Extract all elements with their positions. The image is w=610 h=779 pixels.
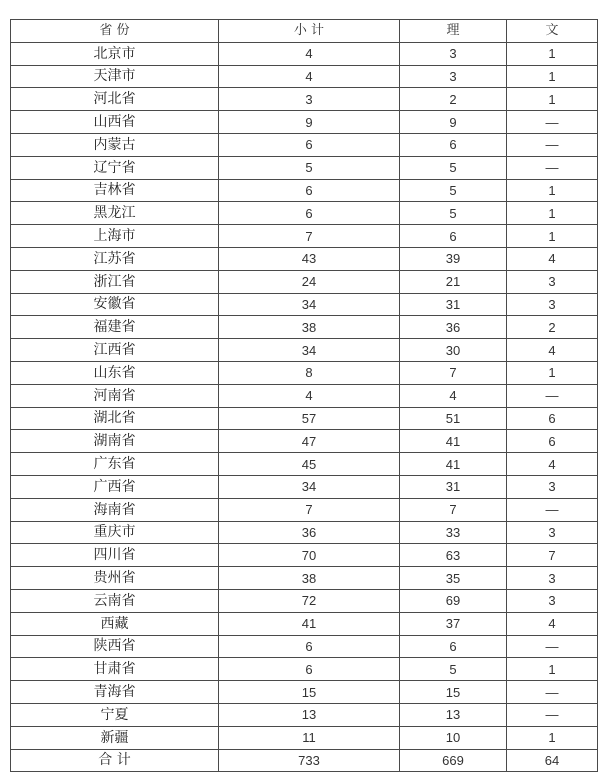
subtotal-cell: 34 <box>219 293 400 316</box>
subtotal-cell: 15 <box>219 681 400 704</box>
province-cell: 海南省 <box>11 498 219 521</box>
header-subtotal: 小 计 <box>219 20 400 43</box>
arts-cell: 6 <box>507 407 598 430</box>
province-cell: 内蒙古 <box>11 133 219 156</box>
subtotal-cell: 34 <box>219 475 400 498</box>
arts-cell: 1 <box>507 88 598 111</box>
science-cell: 3 <box>400 42 507 65</box>
header-row <box>11 20 598 43</box>
arts-cell: 1 <box>507 65 598 88</box>
table-row <box>11 407 598 430</box>
science-cell: 13 <box>400 703 507 726</box>
table-row <box>11 498 598 521</box>
table-row <box>11 247 598 270</box>
province-cell: 湖北省 <box>11 407 219 430</box>
table-row <box>11 111 598 134</box>
table-row <box>11 88 598 111</box>
subtotal-cell: 6 <box>219 635 400 658</box>
province-cell: 宁夏 <box>11 703 219 726</box>
science-cell: 69 <box>400 589 507 612</box>
arts-cell: 6 <box>507 430 598 453</box>
science-cell: 36 <box>400 316 507 339</box>
science-cell: 6 <box>400 225 507 248</box>
table-row <box>11 316 598 339</box>
subtotal-cell: 57 <box>219 407 400 430</box>
science-cell: 41 <box>400 430 507 453</box>
province-cell: 天津市 <box>11 65 219 88</box>
subtotal-cell: 13 <box>219 703 400 726</box>
science-cell: 41 <box>400 453 507 476</box>
subtotal-cell: 45 <box>219 453 400 476</box>
science-cell: 63 <box>400 544 507 567</box>
table-row <box>11 726 598 749</box>
science-cell: 35 <box>400 567 507 590</box>
arts-cell: 3 <box>507 293 598 316</box>
subtotal-cell: 38 <box>219 316 400 339</box>
science-cell: 31 <box>400 475 507 498</box>
province-cell: 甘肃省 <box>11 658 219 681</box>
subtotal-cell: 3 <box>219 88 400 111</box>
province-cell: 上海市 <box>11 225 219 248</box>
province-cell: 北京市 <box>11 42 219 65</box>
table-row <box>11 202 598 225</box>
table-row <box>11 567 598 590</box>
subtotal-cell: 4 <box>219 65 400 88</box>
province-enrollment-table <box>10 19 598 772</box>
province-cell: 吉林省 <box>11 179 219 202</box>
arts-cell: 1 <box>507 658 598 681</box>
science-cell: 6 <box>400 133 507 156</box>
province-cell: 河北省 <box>11 88 219 111</box>
province-cell: 江西省 <box>11 339 219 362</box>
science-cell: 10 <box>400 726 507 749</box>
arts-cell: 4 <box>507 247 598 270</box>
science-cell: 7 <box>400 361 507 384</box>
table-row <box>11 521 598 544</box>
table-row <box>11 42 598 65</box>
arts-cell: 2 <box>507 316 598 339</box>
subtotal-cell: 34 <box>219 339 400 362</box>
table-row <box>11 156 598 179</box>
province-cell: 山西省 <box>11 111 219 134</box>
arts-cell: 4 <box>507 453 598 476</box>
province-cell: 广东省 <box>11 453 219 476</box>
table-row <box>11 430 598 453</box>
subtotal-cell: 38 <box>219 567 400 590</box>
table-row <box>11 703 598 726</box>
table-row <box>11 658 598 681</box>
science-cell: 5 <box>400 179 507 202</box>
subtotal-cell: 8 <box>219 361 400 384</box>
province-cell: 重庆市 <box>11 521 219 544</box>
science-cell: 39 <box>400 247 507 270</box>
science-cell: 7 <box>400 498 507 521</box>
arts-cell: 3 <box>507 567 598 590</box>
table-row <box>11 179 598 202</box>
table-row <box>11 293 598 316</box>
province-cell: 辽宁省 <box>11 156 219 179</box>
table-row <box>11 270 598 293</box>
arts-cell: 1 <box>507 179 598 202</box>
subtotal-cell: 4 <box>219 42 400 65</box>
subtotal-cell: 4 <box>219 384 400 407</box>
subtotal-cell: 6 <box>219 133 400 156</box>
province-cell: 陕西省 <box>11 635 219 658</box>
arts-cell: 1 <box>507 42 598 65</box>
province-cell: 贵州省 <box>11 567 219 590</box>
subtotal-cell: 43 <box>219 247 400 270</box>
arts-cell: — <box>507 681 598 704</box>
science-cell: 37 <box>400 612 507 635</box>
science-cell: 669 <box>400 749 507 772</box>
table-row <box>11 635 598 658</box>
province-table-container <box>10 19 597 772</box>
province-cell: 安徽省 <box>11 293 219 316</box>
science-cell: 31 <box>400 293 507 316</box>
province-cell: 湖南省 <box>11 430 219 453</box>
province-cell: 四川省 <box>11 544 219 567</box>
subtotal-cell: 24 <box>219 270 400 293</box>
table-row <box>11 681 598 704</box>
arts-cell: 4 <box>507 339 598 362</box>
province-cell: 合 计 <box>11 749 219 772</box>
table-row <box>11 589 598 612</box>
science-cell: 5 <box>400 202 507 225</box>
arts-cell: — <box>507 133 598 156</box>
table-row <box>11 475 598 498</box>
table-body <box>11 42 598 772</box>
subtotal-cell: 7 <box>219 498 400 521</box>
subtotal-cell: 7 <box>219 225 400 248</box>
science-cell: 4 <box>400 384 507 407</box>
subtotal-cell: 733 <box>219 749 400 772</box>
arts-cell: — <box>507 111 598 134</box>
header-province: 省 份 <box>11 20 219 43</box>
province-cell: 山东省 <box>11 361 219 384</box>
science-cell: 5 <box>400 156 507 179</box>
subtotal-cell: 6 <box>219 179 400 202</box>
arts-cell: 64 <box>507 749 598 772</box>
arts-cell: 3 <box>507 589 598 612</box>
table-row <box>11 612 598 635</box>
header-arts: 文 <box>507 20 598 43</box>
science-cell: 51 <box>400 407 507 430</box>
subtotal-cell: 6 <box>219 202 400 225</box>
subtotal-cell: 5 <box>219 156 400 179</box>
table-row <box>11 384 598 407</box>
subtotal-cell: 9 <box>219 111 400 134</box>
subtotal-cell: 6 <box>219 658 400 681</box>
subtotal-cell: 36 <box>219 521 400 544</box>
province-cell: 广西省 <box>11 475 219 498</box>
arts-cell: — <box>507 384 598 407</box>
science-cell: 33 <box>400 521 507 544</box>
arts-cell: 1 <box>507 202 598 225</box>
arts-cell: 1 <box>507 726 598 749</box>
arts-cell: 3 <box>507 475 598 498</box>
subtotal-cell: 70 <box>219 544 400 567</box>
header-science: 理 <box>400 20 507 43</box>
arts-cell: 3 <box>507 521 598 544</box>
province-cell: 浙江省 <box>11 270 219 293</box>
table-row <box>11 225 598 248</box>
arts-cell: — <box>507 156 598 179</box>
arts-cell: 1 <box>507 225 598 248</box>
table-row <box>11 133 598 156</box>
province-cell: 江苏省 <box>11 247 219 270</box>
province-cell: 云南省 <box>11 589 219 612</box>
province-cell: 福建省 <box>11 316 219 339</box>
province-cell: 青海省 <box>11 681 219 704</box>
science-cell: 3 <box>400 65 507 88</box>
table-row <box>11 749 598 772</box>
subtotal-cell: 11 <box>219 726 400 749</box>
science-cell: 2 <box>400 88 507 111</box>
table-row <box>11 361 598 384</box>
science-cell: 15 <box>400 681 507 704</box>
arts-cell: — <box>507 498 598 521</box>
table-row <box>11 339 598 362</box>
arts-cell: 7 <box>507 544 598 567</box>
table-row <box>11 65 598 88</box>
arts-cell: — <box>507 635 598 658</box>
science-cell: 9 <box>400 111 507 134</box>
arts-cell: — <box>507 703 598 726</box>
science-cell: 5 <box>400 658 507 681</box>
science-cell: 21 <box>400 270 507 293</box>
subtotal-cell: 41 <box>219 612 400 635</box>
science-cell: 6 <box>400 635 507 658</box>
arts-cell: 4 <box>507 612 598 635</box>
subtotal-cell: 47 <box>219 430 400 453</box>
table-row <box>11 544 598 567</box>
subtotal-cell: 72 <box>219 589 400 612</box>
table-row <box>11 453 598 476</box>
arts-cell: 1 <box>507 361 598 384</box>
province-cell: 黑龙江 <box>11 202 219 225</box>
province-cell: 新疆 <box>11 726 219 749</box>
arts-cell: 3 <box>507 270 598 293</box>
province-cell: 河南省 <box>11 384 219 407</box>
science-cell: 30 <box>400 339 507 362</box>
province-cell: 西藏 <box>11 612 219 635</box>
